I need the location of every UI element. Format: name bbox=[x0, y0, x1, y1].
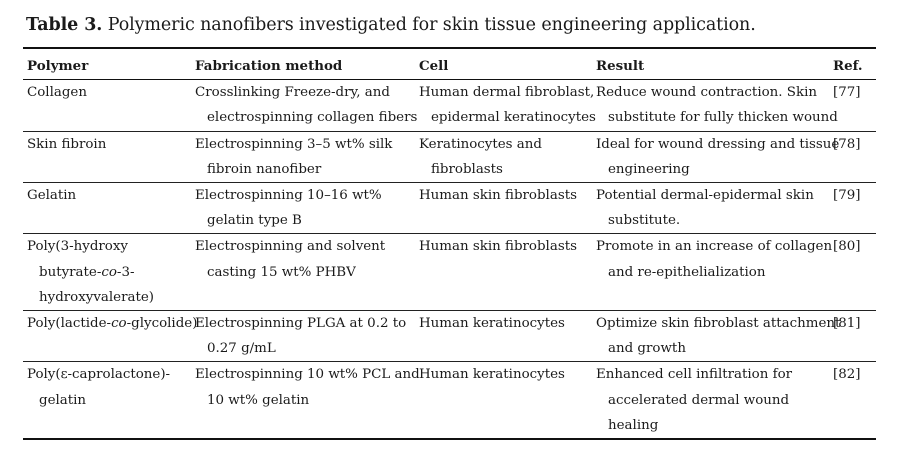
cell-result-line: Promote in an increase of collagen bbox=[596, 239, 833, 255]
cell-fabrication-method-line: 0.27 g/mL bbox=[207, 341, 276, 357]
cell-fabrication-method-line: Electrospinning and solvent bbox=[195, 239, 386, 255]
cell-ref: [78] bbox=[833, 136, 861, 152]
cell-result-line: accelerated dermal wound bbox=[608, 392, 790, 408]
cell-fabrication-method-line: Electrospinning 10–16 wt% bbox=[195, 188, 382, 204]
cell-fabrication-method bbox=[191, 131, 415, 182]
cell-cell-type bbox=[415, 183, 592, 234]
cell-cell-type-line: Human keratinocytes bbox=[419, 367, 565, 383]
cell-result-line: Optimize skin fibroblast attachment bbox=[596, 316, 841, 332]
cell-fabrication-method-line: Electrospinning PLGA at 0.2 to bbox=[195, 316, 407, 332]
cell-cell-type-line: Human keratinocytes bbox=[419, 316, 565, 332]
cell-result bbox=[592, 131, 840, 182]
cell-polymer-line: Poly(ε-caprolactone)- bbox=[27, 367, 171, 383]
table-body bbox=[23, 80, 876, 439]
cell-cell-type bbox=[415, 234, 592, 311]
cell-fabrication-method-line: electrospinning collagen fibers bbox=[207, 110, 418, 126]
cell-fabrication-method bbox=[191, 311, 415, 362]
cell-polymer-line: Gelatin bbox=[27, 188, 77, 204]
table-row bbox=[23, 131, 876, 182]
cell-fabrication-method bbox=[191, 80, 418, 131]
cell-polymer-line: Poly(lactide-co-glycolide) bbox=[27, 316, 198, 332]
cell-cell-type-line: Human dermal fibroblast, bbox=[419, 85, 595, 101]
table-row bbox=[23, 183, 876, 234]
cell-polymer-line: Skin fibroin bbox=[27, 136, 107, 152]
table-caption bbox=[26, 15, 876, 35]
cell-result-line: engineering bbox=[608, 161, 690, 177]
table-row bbox=[23, 311, 876, 362]
cell-polymer bbox=[23, 131, 191, 182]
cell-fabrication-method-line: Electrospinning 10 wt% PCL and bbox=[195, 367, 420, 383]
cell-result bbox=[592, 234, 833, 311]
table-row bbox=[23, 80, 876, 131]
cell-polymer-line: hydroxyvalerate) bbox=[39, 289, 155, 305]
cell-result-line: Potential dermal-epidermal skin bbox=[596, 188, 814, 204]
cell-fabrication-method-line: casting 15 wt% PHBV bbox=[207, 264, 356, 280]
cell-cell-type bbox=[415, 131, 592, 182]
cell-fabrication-method bbox=[191, 362, 420, 439]
cell-ref: [81] bbox=[833, 316, 861, 332]
cell-fabrication-method bbox=[191, 234, 415, 311]
table-row bbox=[23, 362, 876, 439]
cell-fabrication-method bbox=[191, 183, 415, 234]
cell-cell-type bbox=[415, 362, 592, 439]
header-cell: Cell bbox=[419, 58, 449, 74]
cell-result-line: Enhanced cell infiltration for bbox=[596, 367, 793, 383]
cell-polymer-line: Collagen bbox=[27, 85, 87, 101]
cell-cell-type bbox=[415, 80, 596, 131]
cell-cell-type-line: fibroblasts bbox=[431, 161, 503, 177]
cell-result-line: healing bbox=[608, 417, 659, 433]
cell-result-line: and re-epithelialization bbox=[608, 264, 766, 280]
cell-result-line: substitute for fully thicken wound bbox=[608, 110, 838, 126]
cell-polymer bbox=[23, 183, 191, 234]
cell-result-line: and growth bbox=[608, 341, 686, 357]
cell-polymer bbox=[23, 311, 198, 362]
cell-cell-type bbox=[415, 311, 592, 362]
header-ref: Ref. bbox=[833, 58, 863, 74]
cell-cell-type-line: Human skin fibroblasts bbox=[419, 239, 577, 255]
cell-fabrication-method-line: Crosslinking Freeze-dry, and bbox=[195, 85, 390, 101]
cell-fabrication-method-line: fibroin nanofiber bbox=[207, 161, 322, 177]
cell-polymer bbox=[23, 234, 191, 311]
caption-label: Table 3. bbox=[26, 15, 103, 35]
cell-polymer bbox=[23, 80, 191, 131]
cell-fabrication-method-line: Electrospinning 3–5 wt% silk bbox=[195, 136, 393, 152]
cell-result-line: Ideal for wound dressing and tissue bbox=[596, 136, 840, 152]
cell-ref: [80] bbox=[833, 239, 861, 255]
cell-polymer-line: gelatin bbox=[39, 392, 87, 408]
cell-result bbox=[592, 80, 838, 131]
cell-result bbox=[592, 311, 841, 362]
cell-cell-type-line: epidermal keratinocytes bbox=[431, 110, 596, 126]
cell-fabrication-method-line: 10 wt% gelatin bbox=[207, 392, 310, 408]
cell-result bbox=[592, 362, 829, 439]
caption-text: Polymeric nanofibers investigated for skin tissue engineering application. bbox=[102, 15, 756, 35]
cell-result-line: substitute. bbox=[608, 213, 681, 229]
header-result: Result bbox=[596, 58, 645, 74]
cell-ref: [77] bbox=[833, 85, 861, 101]
cell-ref: [79] bbox=[833, 188, 861, 204]
nanofiber-table bbox=[23, 47, 876, 440]
table-row bbox=[23, 234, 876, 311]
cell-polymer bbox=[23, 362, 191, 439]
header-polymer: Polymer bbox=[27, 58, 89, 74]
cell-polymer-line: Poly(3-hydroxy bbox=[27, 239, 128, 255]
cell-fabrication-method-line: gelatin type B bbox=[207, 213, 302, 229]
header-row bbox=[23, 48, 876, 80]
cell-cell-type-line: Human skin fibroblasts bbox=[419, 188, 577, 204]
cell-polymer-line: butyrate-co-3- bbox=[39, 264, 135, 280]
cell-result bbox=[592, 183, 829, 234]
cell-result-line: Reduce wound contraction. Skin bbox=[596, 85, 817, 101]
cell-cell-type-line: Keratinocytes and bbox=[419, 136, 542, 152]
header-fabrication-method: Fabrication method bbox=[195, 58, 343, 74]
cell-ref: [82] bbox=[833, 367, 861, 383]
